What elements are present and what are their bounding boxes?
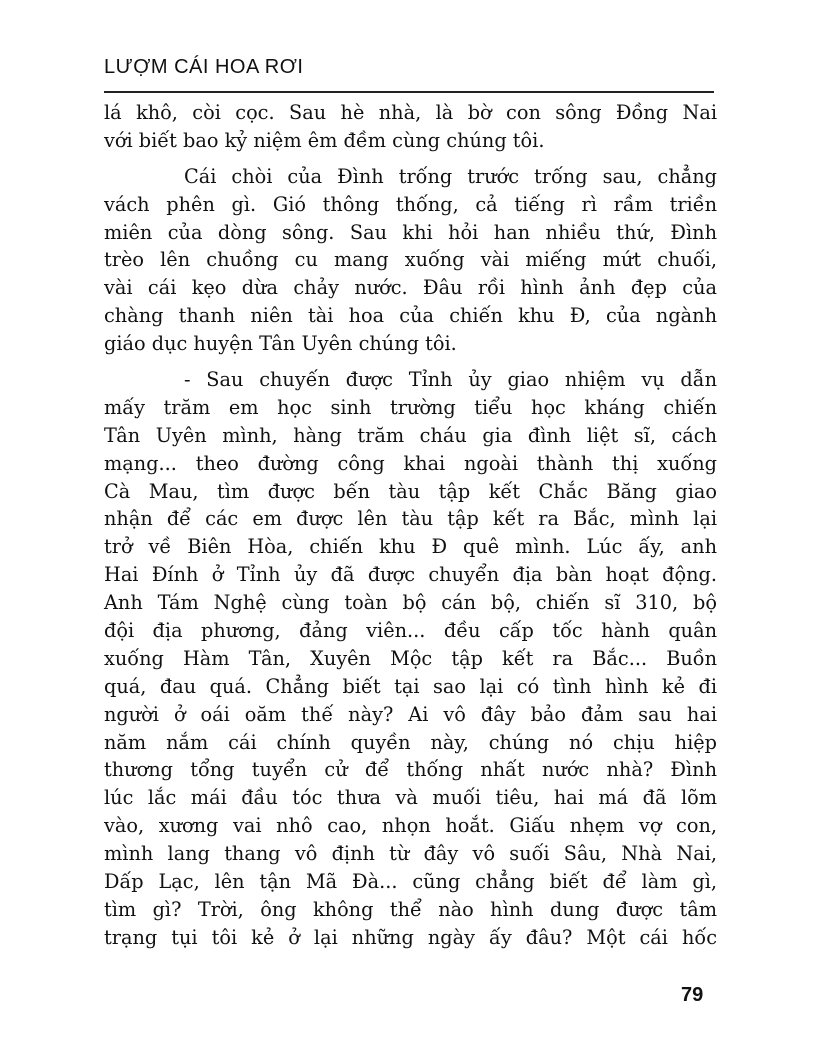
text-line: đội địa phương, đảng viên... đều cấp tốc hành quân [104,619,717,643]
text-line: - Sau chuyến được Tỉnh ủy giao nhiệm vụ dẫn [184,368,717,392]
header-rule [104,91,714,93]
text-line: quá, đau quá. Chẳng biết tại sao lại có tình hình kẻ đi [104,674,717,698]
text-line: mình lang thang vô định từ đây vô suối Sâu, Nhà Nai, [104,842,717,866]
text-line: trèo lên chuồng cu mang xuống vài miếng mứt chuối, [104,248,717,272]
text-line: Tân Uyên mình, hàng trăm cháu gia đình liệt sĩ, cách [104,423,717,447]
text-line: Dấp Lạc, lên tận Mã Đà... cũng chẳng biết để làm gì, [104,870,717,894]
text-line: miên của dòng sông. Sau khi hỏi han nhiều thứ, Đình [104,220,717,244]
text-line: lúc lắc mái đầu tóc thưa và muối tiêu, hai má đã lõm [104,786,717,810]
text-line: chàng thanh niên tài hoa của chiến khu Đ, của ngành [104,304,717,328]
text-line: Hai Đính ở Tỉnh ủy đã được chuyển địa bàn hoạt động. [104,563,717,587]
text-line: vào, xương vai nhô cao, nhọn hoắt. Giấu nhẹm vợ con, [104,814,717,838]
text-line: vài cái kẹo dừa chảy nước. Đâu rồi hình ảnh đẹp của [104,276,717,300]
text-line: giáo dục huyện Tân Uyên chúng tôi. [104,332,457,356]
page-body [104,99,717,960]
text-line: người ở oái oăm thế này? Ai vô đây bảo đảm sau hai [104,702,717,726]
page-number: 79 [681,984,704,1006]
paragraph [104,99,717,155]
paragraph [104,366,717,952]
text-line: mấy trăm em học sinh trường tiểu học kháng chiến [104,395,717,419]
running-header: LƯỢM CÁI HOA RƠI [104,56,304,78]
text-line: tìm gì? Trời, ông không thể nào hình dung được tâm [104,897,717,921]
text-line: trở về Biên Hòa, chiến khu Đ quê mình. Lúc ấy, anh [104,535,717,559]
text-line: vách phên gì. Gió thông thống, cả tiếng rì rầm triền [104,192,717,216]
text-line: năm nắm cái chính quyền này, chúng nó chịu hiệp [104,730,717,754]
text-line: với biết bao kỷ niệm êm đềm cùng chúng tôi. [104,128,545,152]
paragraph [104,163,717,358]
text-line: Cái chòi của Đình trống trước trống sau, chẳng [184,164,717,188]
text-line: xuống Hàm Tân, Xuyên Mộc tập kết ra Bắc... Buồn [104,646,717,670]
text-line: mạng... theo đường công khai ngoài thành thị xuống [104,451,717,475]
text-line: trạng tụi tôi kẻ ở lại những ngày ấy đâu? Một cái hốc [104,925,717,949]
text-line: nhận để các em được lên tàu tập kết ra Bắc, mình lại [104,507,717,531]
text-line: thương tổng tuyển cử để thống nhất nước nhà? Đình [104,758,717,782]
text-line: Cà Mau, tìm được bến tàu tập kết Chắc Băng giao [104,479,717,503]
text-line: lá khô, còi cọc. Sau hè nhà, là bờ con sông Đồng Nai [104,101,717,124]
text-line: Anh Tám Nghệ cùng toàn bộ cán bộ, chiến sĩ 310, bộ [104,591,717,615]
